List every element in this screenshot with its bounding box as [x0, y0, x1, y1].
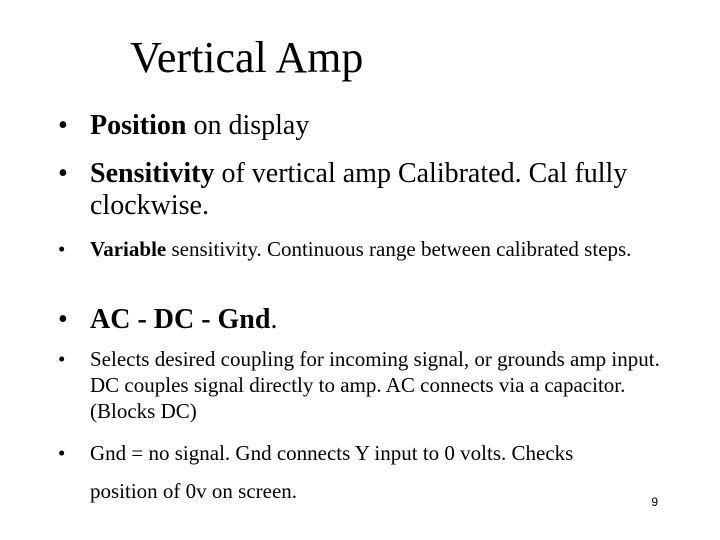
bullet-marker: • — [58, 441, 66, 465]
bullet-text — [90, 158, 668, 222]
bullet-coupling-description — [58, 346, 668, 424]
bullet-body: . — [270, 304, 278, 335]
slide-title: Vertical Amp — [130, 33, 364, 82]
bullet-coupling-heading — [58, 304, 668, 336]
bullet-text — [90, 440, 668, 504]
bullet-bold-term: Position — [90, 110, 187, 141]
bullet-text — [90, 236, 668, 262]
page-number: 9 — [651, 495, 658, 509]
bullet-bold-term: AC - DC - Gnd — [90, 304, 271, 335]
bullet-bold-term: Sensitivity — [90, 158, 215, 189]
bullet-marker: • — [58, 237, 66, 261]
bullet-position — [58, 110, 668, 142]
bullet-body: Selects desired coupling for incoming signal, or grounds amp input. DC couples signal directly to amp. AC connects via a capacitor. (Blocks DC) — [90, 347, 660, 423]
bullet-text — [90, 110, 668, 142]
bullet-body: Gnd = no signal. Gnd connects Y input to 0 volts. Checks — [90, 441, 574, 465]
bullet-body: sensitivity. Continuous range between calibrated steps. — [166, 237, 632, 261]
bullet-continuation: position of 0v on screen. — [90, 479, 298, 503]
bullet-body: on display — [186, 110, 310, 141]
bullet-ground — [58, 440, 668, 504]
bullet-body: of vertical amp Calibrated. Cal fully clockwise. — [90, 158, 628, 221]
bullet-marker: • — [58, 158, 68, 189]
bullet-variable — [58, 236, 668, 262]
bullet-bold-term: Variable — [90, 237, 167, 261]
bullet-text — [90, 304, 668, 336]
bullet-marker: • — [58, 304, 68, 335]
bullet-marker: • — [58, 110, 68, 141]
bullet-marker: • — [58, 347, 66, 371]
bullet-sensitivity — [58, 158, 668, 222]
